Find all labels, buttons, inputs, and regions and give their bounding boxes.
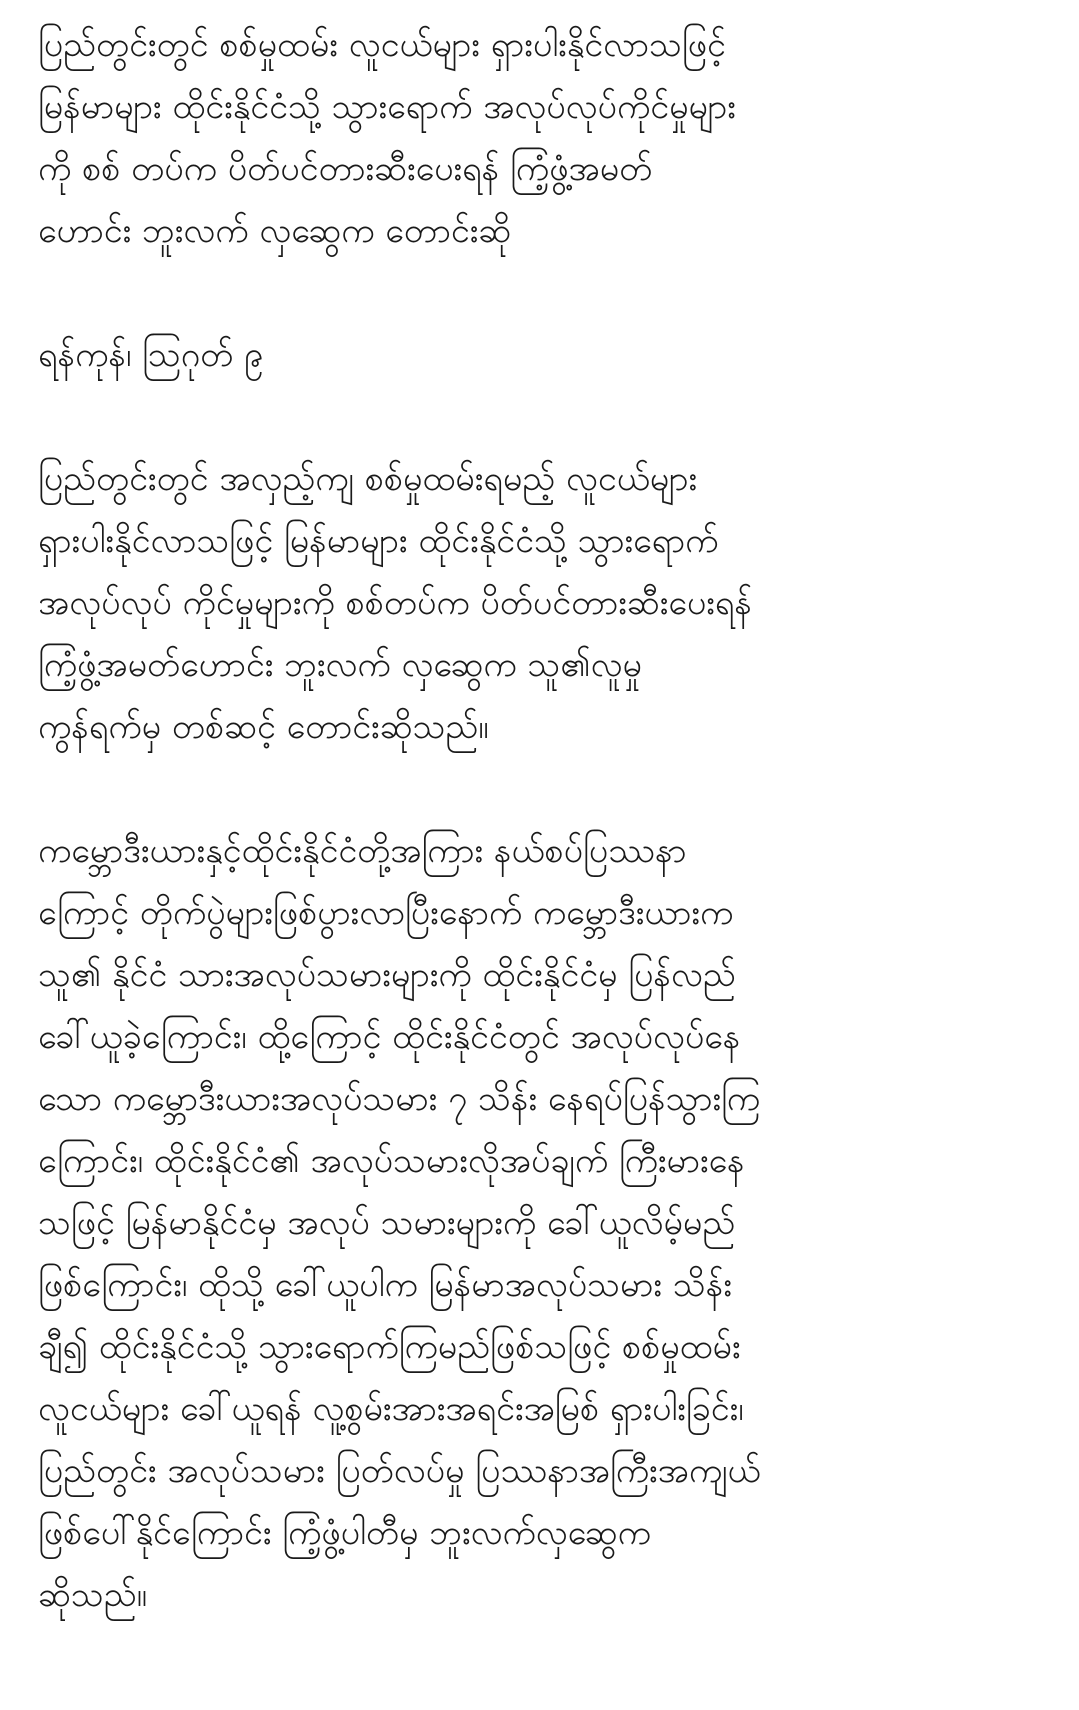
paragraph-line: သူ၏ နိုင်ငံ သားအလုပ်သမားများကို ထိုင်းနိုင်ငံမှ ပြန်လည် [38,955,736,995]
paragraph-line: ဖြစ်ကြောင်း၊ ထိုသို့ ခေါ်ယူပါက မြန်မာအလုပ်သမား သိန်း [38,1265,732,1305]
paragraph-2 [38,820,1049,1626]
dateline-text: ရန်ကုန်၊ ဩဂုတ် ၉ [38,335,264,375]
paragraph-line: ကြောင်း၊ ထိုင်းနိုင်ငံ၏ အလုပ်သမားလိုအပ်ချက် ကြီးမားနေ [38,1141,745,1181]
paragraph-line: ရှားပါးနိုင်လာသဖြင့် မြန်မာများ ထိုင်းနိုင်ငံသို့ သွားရောက် [38,521,719,561]
paragraph-spacer [38,386,1049,448]
paragraph-line: ကွန်ရက်မှ တစ်ဆင့် တောင်းဆိုသည်။ [38,707,489,747]
paragraph-spacer [38,758,1049,820]
dateline [38,324,1049,386]
headline-line: ကို စစ် တပ်က ပိတ်ပင်တားဆီးပေးရန် ကြံ့ဖွံ့အမတ် [38,149,653,189]
paragraph-spacer [38,262,1049,324]
paragraph-line: ကြံ့ဖွံ့အမတ်ဟောင်း ဘူးလက် လှဆွေက သူ၏လူမှု [38,645,642,685]
paragraph-line: သော ကမ္ဘောဒီးယားအလုပ်သမား ၇ သိန်း နေရပ်ပြန်သွားကြ [38,1079,761,1119]
paragraph-line: သဖြင့် မြန်မာနိုင်ငံမှ အလုပ် သမားများကို ခေါ်ယူလိမ့်မည် [38,1203,736,1243]
paragraph-line: လူငယ်များ ခေါ်ယူရန် လူ့စွမ်းအားအရင်းအမြစ် ရှားပါးခြင်း၊ [38,1389,744,1429]
headline-line: မြန်မာများ ထိုင်းနိုင်ငံသို့ သွားရောက် အလုပ်လုပ်ကိုင်မှုများ [38,87,736,127]
headline-line: ဟောင်း ဘူးလက် လှဆွေက တောင်းဆို [38,211,512,251]
paragraph-line: ကြောင့် တိုက်ပွဲများဖြစ်ပွားလာပြီးနောက် ကမ္ဘောဒီးယားက [38,893,734,933]
headline [38,14,1049,262]
paragraph-1 [38,448,1049,758]
paragraph-line: ဖြစ်ပေါ်နိုင်ကြောင်း ကြံ့ဖွံ့ပါတီမှ ဘူးလက်လှဆွေက [38,1513,651,1553]
paragraph-line: ခေါ်ယူခဲ့ကြောင်း၊ ထို့ကြောင့် ထိုင်းနိုင်ငံတွင် အလုပ်လုပ်နေ [38,1017,741,1057]
paragraph-line: ဆိုသည်။ [38,1575,147,1615]
headline-line: ပြည်တွင်းတွင် စစ်မှုထမ်း လူငယ်များ ရှားပါးနိုင်လာသဖြင့် [38,25,726,65]
paragraph-line: ပြည်တွင်းတွင် အလှည့်ကျ စစ်မှုထမ်းရမည့် လူငယ်များ [38,459,698,499]
paragraph-line: အလုပ်လုပ် ကိုင်မှုများကို စစ်တပ်က ပိတ်ပင်တားဆီးပေးရန် [38,583,752,623]
paragraph-line: ချီ၍ ထိုင်းနိုင်ငံသို့ သွားရောက်ကြမည်ဖြစ်သဖြင့် စစ်မှုထမ်း [38,1327,741,1367]
paragraph-line: ပြည်တွင်း အလုပ်သမား ပြတ်လပ်မှု ပြဿနာအကြီးအကျယ် [38,1451,761,1491]
paragraph-line: ကမ္ဘောဒီးယားနှင့်ထိုင်းနိုင်ငံတို့အကြား နယ်စပ်ပြဿနာ [38,831,687,871]
